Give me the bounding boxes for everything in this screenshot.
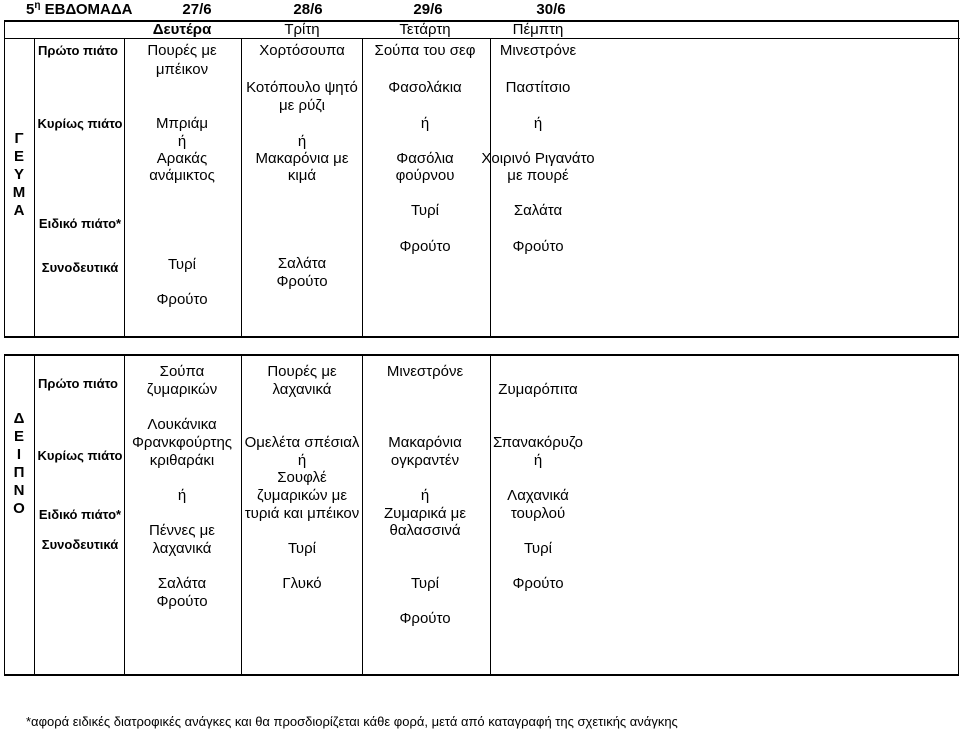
- lunch-thu-special: Σαλάτα: [513, 202, 563, 219]
- lunch-wed-main: φούρνου: [395, 167, 455, 184]
- dinner-letter: Π: [13, 464, 25, 481]
- lunch-letter: Α: [13, 202, 25, 219]
- lunch-letter: Μ: [12, 184, 26, 201]
- lunch-thu-first: Μινεστρόνε: [499, 42, 577, 59]
- dinner-wed-main: Ζυμαρικά με: [383, 505, 467, 522]
- date-3: 29/6: [413, 1, 443, 18]
- dinner-mon-side: Σαλάτα: [157, 575, 207, 592]
- lunch-wed-main: Φασολάκια: [388, 79, 462, 96]
- dinner-thu-main: Σπανακόρυζο: [493, 434, 583, 451]
- label-main-course: Κυρίως πιάτο: [37, 116, 123, 131]
- dinner-mon-first: Σούπα: [159, 363, 205, 380]
- dinner-mon-side: Φρούτο: [156, 593, 208, 610]
- dinner-mon-main: λαχανικά: [152, 540, 212, 557]
- lunch-mon-main: Αρακάς: [156, 150, 208, 167]
- lunch-letter: Γ: [14, 130, 24, 147]
- lunch-mon-main: Μπριάμ: [155, 115, 209, 132]
- dinner-tue-first: λαχανικά: [272, 381, 332, 398]
- lunch-tue-main: Μακαρόνια με: [255, 150, 349, 167]
- lunch-tue-main: ή: [297, 133, 307, 150]
- dinner-wed-main: θαλασσινά: [389, 522, 461, 539]
- lunch-wed-first: Σούπα του σεφ: [374, 42, 476, 59]
- lunch-tue-main: με ρύζι: [279, 97, 325, 114]
- week-title: $5^\eta$ ΕΒΔΟΜΑΔΑ: [26, 0, 133, 18]
- day-tuesday: Τρίτη: [284, 21, 320, 38]
- dinner-thu-main: Λαχανικά: [507, 487, 569, 504]
- dinner-mon-main: Πέννες με: [149, 522, 215, 539]
- dinner-tue-main: ή: [297, 452, 307, 469]
- dinner-label-special: Ειδικό πιάτο*: [38, 507, 122, 522]
- lunch-thu-main: Χοιρινό Ριγανάτο: [481, 150, 595, 167]
- lunch-mon-main: ή: [177, 133, 187, 150]
- dinner-tue-main: Τυρί: [288, 540, 316, 557]
- dinner-thu-main: ή: [533, 452, 543, 469]
- lunch-wed-special: Τυρί: [411, 202, 439, 219]
- label-first-course: Πρώτο πιάτο: [38, 43, 118, 58]
- day-thursday: Πέμπτη: [512, 21, 564, 38]
- dinner-wed-side: Φρούτο: [399, 610, 451, 627]
- lunch-mon-side: Τυρί: [168, 256, 196, 273]
- lunch-tue-side: Σαλάτα: [277, 255, 327, 272]
- dinner-table: [4, 354, 959, 676]
- footnote: *αφορά ειδικές διατροφικές ανάγκες και θα προσδιορίζεται κάθε φορά, μετά από καταγραφή της σχετικής ανάγκης: [26, 714, 678, 729]
- lunch-tue-side: Φρούτο: [276, 273, 328, 290]
- dinner-tue-main: Σουφλέ: [277, 469, 327, 486]
- date-1: 27/6: [182, 1, 212, 18]
- lunch-letter: Ε: [13, 148, 25, 165]
- label-special-course: Ειδικό πιάτο*: [38, 216, 122, 231]
- date-4: 30/6: [536, 1, 566, 18]
- dinner-label-first: Πρώτο πιάτο: [38, 376, 118, 391]
- lunch-wed-main: ή: [420, 115, 430, 132]
- lunch-mon-first: μπέικον: [155, 61, 209, 78]
- dinner-tue-first: Πουρές με: [267, 363, 337, 380]
- lunch-mon-first: Πουρές με: [147, 42, 217, 59]
- dinner-thu-main: Τυρί: [524, 540, 552, 557]
- dinner-letter: Ν: [13, 482, 25, 499]
- dinner-mon-first: ζυμαρικών: [146, 381, 218, 398]
- lunch-thu-side: Φρούτο: [512, 238, 564, 255]
- dinner-mon-main: κριθαράκι: [149, 452, 215, 469]
- dinner-tue-side: Γλυκό: [282, 575, 322, 592]
- lunch-tue-main: κιμά: [287, 167, 317, 184]
- dinner-mon-main: Φρανκφούρτης: [131, 434, 233, 451]
- lunch-thu-main: Παστίτσιο: [505, 79, 571, 96]
- dinner-letter: Ο: [13, 500, 25, 517]
- dinner-wed-main: ογκραντέν: [390, 452, 460, 469]
- lunch-letter: Υ: [13, 166, 25, 183]
- lunch-tue-first: Χορτόσουπα: [259, 42, 345, 59]
- dinner-tue-main: Ομελέτα σπέσιαλ: [244, 434, 360, 451]
- label-side: Συνοδευτικά: [41, 260, 119, 275]
- dinner-tue-main: τυριά και μπέικον: [244, 505, 360, 522]
- dinner-tue-main: ζυμαρικών με: [256, 487, 348, 504]
- dinner-thu-side: Φρούτο: [512, 575, 564, 592]
- date-2: 28/6: [293, 1, 323, 18]
- dinner-label-side: Συνοδευτικά: [41, 537, 119, 552]
- dinner-wed-side: Τυρί: [411, 575, 439, 592]
- lunch-table: [4, 20, 959, 338]
- day-monday: Δευτέρα: [152, 21, 212, 38]
- dinner-mon-main: ή: [177, 487, 187, 504]
- lunch-thu-main: ή: [533, 115, 543, 132]
- dinner-wed-first: Μινεστρόνε: [386, 363, 464, 380]
- dinner-letter: Ι: [16, 446, 22, 463]
- lunch-mon-main: ανάμικτος: [149, 167, 215, 184]
- lunch-wed-side: Φρούτο: [399, 238, 451, 255]
- dinner-thu-first: Ζυμαρόπιτα: [498, 381, 578, 398]
- day-wednesday: Τετάρτη: [399, 21, 451, 38]
- dinner-mon-main: Λουκάνικα: [147, 416, 217, 433]
- dinner-letter: Ε: [13, 428, 25, 445]
- dinner-wed-main: ή: [420, 487, 430, 504]
- dinner-wed-main: Μακαρόνια: [388, 434, 462, 451]
- lunch-thu-main: με πουρέ: [507, 167, 569, 184]
- dinner-thu-main: τουρλού: [510, 505, 566, 522]
- lunch-tue-main: Κοτόπουλο ψητό: [246, 79, 358, 96]
- dinner-label-main: Κυρίως πιάτο: [37, 448, 123, 463]
- lunch-mon-side: Φρούτο: [156, 291, 208, 308]
- lunch-wed-main: Φασόλια: [396, 150, 454, 167]
- dinner-letter: Δ: [13, 410, 25, 427]
